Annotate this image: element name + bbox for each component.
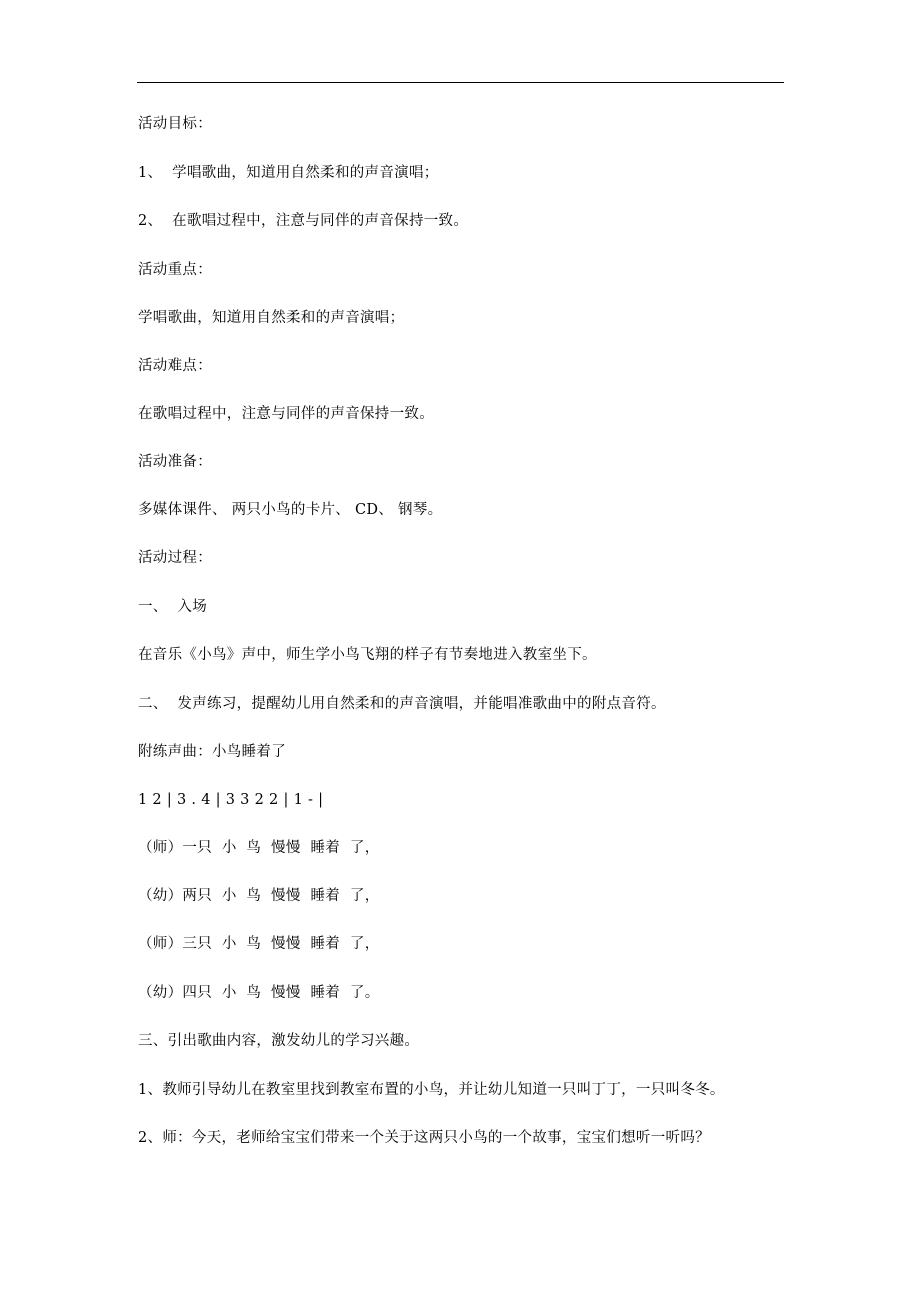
heading-difficulties: 活动难点： [138, 358, 212, 374]
heading-preparation: 活动准备： [138, 454, 212, 470]
step-1-heading: 一、 入场 [138, 599, 208, 615]
lyric-line-2: （幼）两只 小 鸟 慢慢 睡着 了， [138, 888, 380, 904]
step-2-heading: 二、 发声练习，提醒幼儿用自然柔和的声音演唱，并能唱准歌曲中的附点音符。 [138, 696, 666, 712]
heading-key-points: 活动重点： [138, 262, 212, 278]
header-rule [137, 82, 784, 83]
lyric-line-1: （师）一只 小 鸟 慢慢 睡着 了， [138, 840, 380, 856]
step-3-item-2: 2、师：今天，老师给宝宝们带来一个关于这两只小鸟的一个故事，宝宝们想听一听吗？ [138, 1130, 710, 1146]
lyric-line-3: （师）三只 小 鸟 慢慢 睡着 了， [138, 936, 380, 952]
lyric-line-4: （幼）四只 小 鸟 慢慢 睡着 了。 [138, 985, 380, 1001]
key-point-text: 学唱歌曲，知道用自然柔和的声音演唱； [138, 310, 405, 326]
step-3-heading: 三、引出歌曲内容，激发幼儿的学习兴趣。 [138, 1033, 420, 1049]
heading-process: 活动过程： [138, 550, 212, 566]
preparation-text: 多媒体课件、 两只小鸟的卡片、 CD、 钢琴。 [138, 502, 443, 518]
goal-item-2: 2、 在歌唱过程中，注意与同伴的声音保持一致。 [138, 213, 469, 229]
step-3-item-1: 1、教师引导幼儿在教室里找到教室布置的小鸟，并让幼儿知道一只叫丁丁，一只叫冬冬。 [138, 1082, 725, 1098]
goal-item-1: 1、 学唱歌曲，知道用自然柔和的声音演唱； [138, 165, 439, 181]
difficulty-text: 在歌唱过程中，注意与同伴的声音保持一致。 [138, 406, 434, 422]
vocal-exercise-notation: 1 2 | 3 . 4 | 3 3 2 2 | 1 - | [138, 792, 324, 808]
heading-goals: 活动目标： [138, 116, 212, 132]
vocal-exercise-title: 附练声曲：小鸟睡着了 [138, 744, 286, 760]
step-1-text: 在音乐《小鸟》声中，师生学小鸟飞翔的样子有节奏地进入教室坐下。 [138, 647, 597, 663]
